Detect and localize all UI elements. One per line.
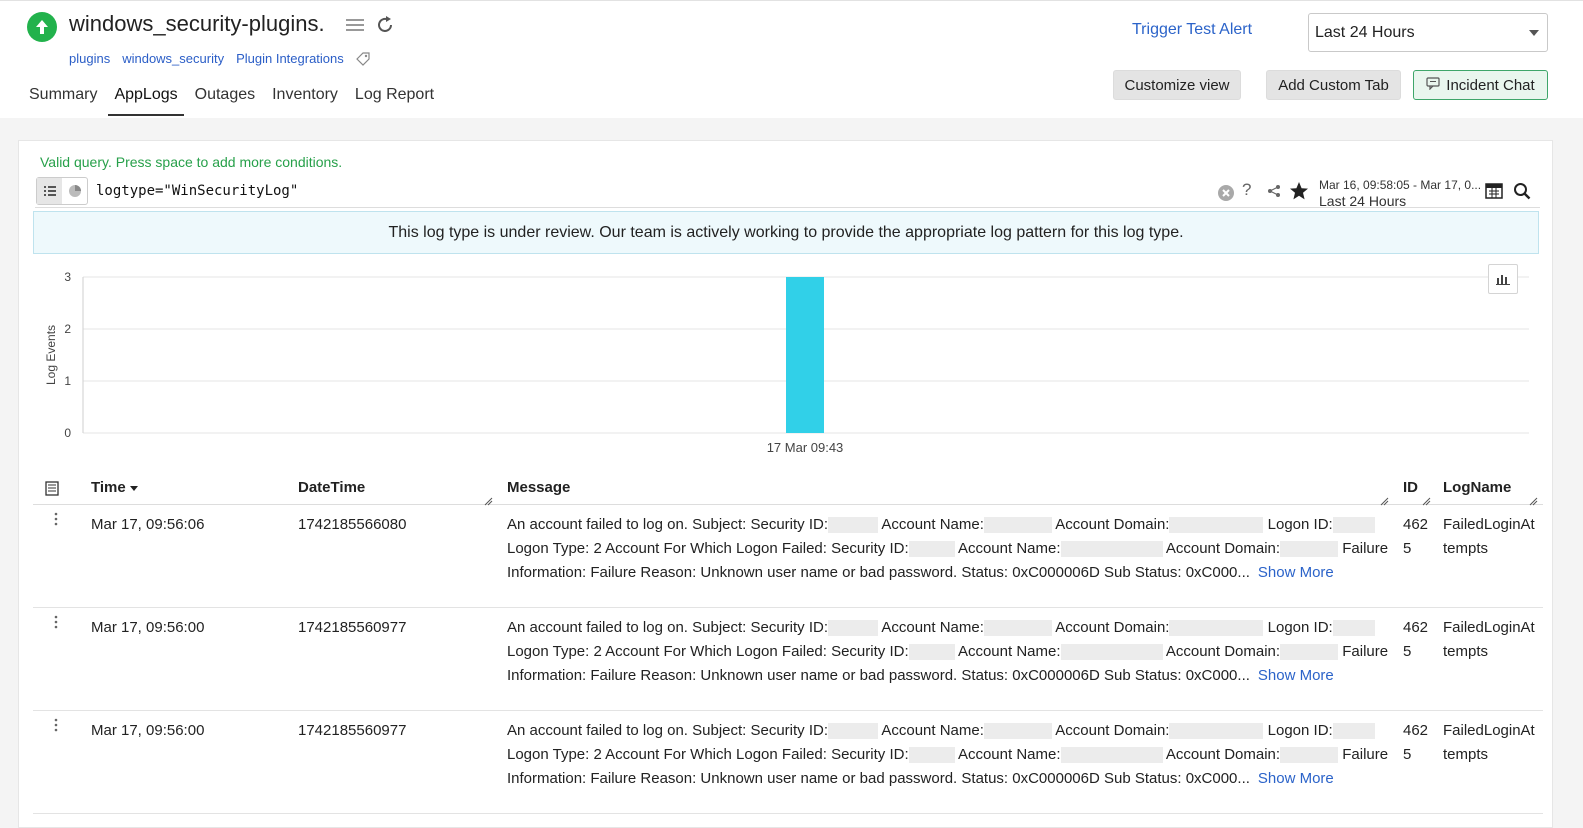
x-tick-label: 17 Mar 09:43 <box>766 440 844 455</box>
y-tick-label: 2 <box>64 322 71 336</box>
column-settings-icon[interactable] <box>45 481 59 500</box>
breadcrumb-plugin-integrations[interactable]: Plugin Integrations <box>236 51 344 66</box>
redacted-value <box>1169 723 1263 739</box>
date-range-value: Mar 16, 09:58:05 - Mar 17, 0... <box>1319 178 1482 192</box>
message-line <box>507 664 1387 688</box>
message-text: Logon ID: <box>1267 619 1333 636</box>
favorite-star-icon[interactable] <box>1289 181 1309 201</box>
cell-id-part: 5 <box>1403 643 1412 660</box>
list-view-icon[interactable] <box>37 178 62 204</box>
message-text: Logon ID: <box>1267 516 1333 533</box>
query-input[interactable]: logtype="WinSecurityLog" <box>96 183 299 199</box>
column-datetime[interactable]: DateTime <box>298 479 366 496</box>
redacted-value <box>984 620 1052 636</box>
chart-bar <box>786 277 824 433</box>
cell-datetime: 1742185566080 <box>298 516 407 533</box>
search-icon[interactable] <box>1513 182 1531 200</box>
message-line <box>507 537 1387 561</box>
cell-id-part: 5 <box>1403 540 1412 557</box>
column-time-label: Time <box>91 479 126 496</box>
message-text: Account Name: <box>881 722 984 739</box>
cell-logname-part: FailedLoginAt <box>1443 619 1535 636</box>
help-icon[interactable]: ? <box>1242 180 1252 199</box>
date-range-label: Last 24 Hours <box>1319 193 1407 209</box>
redacted-value <box>1333 517 1375 533</box>
message-text: Account Name: <box>957 746 1061 763</box>
pie-chart-icon[interactable] <box>62 178 87 204</box>
cell-logname-part: tempts <box>1443 540 1489 557</box>
monitor-title: windows_security-plugins. <box>69 11 325 36</box>
message-line <box>507 561 1387 585</box>
table-row[interactable] <box>33 711 1543 814</box>
clear-query-icon[interactable] <box>1217 184 1235 202</box>
message-text: Account Name: <box>957 643 1061 660</box>
row-kebab-menu-icon[interactable] <box>51 717 61 733</box>
cell-logname <box>1443 616 1535 664</box>
message-text: Account Domain: <box>1165 746 1281 763</box>
time-range-value: Last 24 Hours <box>1315 24 1415 41</box>
y-tick-label: 1 <box>64 374 71 388</box>
redacted-value <box>828 723 878 739</box>
message-line <box>507 616 1387 640</box>
cell-id <box>1403 513 1428 561</box>
calendar-icon[interactable] <box>1485 181 1503 199</box>
log-events-chart-svg <box>33 261 1539 461</box>
cell-logname-part: tempts <box>1443 643 1489 660</box>
message-text: Account Domain: <box>1165 643 1281 660</box>
message-text: An account failed to log on. Subject: Security ID: <box>507 516 829 533</box>
breadcrumb <box>69 51 370 66</box>
show-more-link[interactable]: Show More <box>1257 564 1334 581</box>
redacted-value <box>1333 723 1375 739</box>
message-text: Account Name: <box>881 516 984 533</box>
incident-chat-label: Incident Chat <box>1446 76 1535 94</box>
row-kebab-menu-icon[interactable] <box>51 511 61 527</box>
redacted-value <box>1061 541 1163 557</box>
message-text: Logon Type: 2 Account For Which Logon Failed: Security ID: <box>507 540 909 557</box>
message-text: Logon Type: 2 Account For Which Logon Failed: Security ID: <box>507 643 909 660</box>
cell-time: Mar 17, 09:56:00 <box>91 619 205 636</box>
show-more-link[interactable]: Show More <box>1257 667 1334 684</box>
tag-icon[interactable] <box>356 52 370 66</box>
cell-id-part: 462 <box>1403 619 1429 636</box>
redacted-value <box>984 723 1052 739</box>
review-banner: This log type is under review. Our team is actively working to provide the appropriate log pattern for this log type. <box>33 211 1539 254</box>
add-custom-tab-button[interactable]: Add Custom Tab <box>1266 70 1401 100</box>
chat-icon <box>1426 76 1440 94</box>
message-text: Failure <box>1342 643 1389 660</box>
message-line <box>507 640 1387 664</box>
message-text: Information: Failure Reason: Unknown user name or bad password. Status: 0xC000006D Sub Status: 0xC000... <box>507 770 1250 787</box>
query-hint: Valid query. Press space to add more conditions. <box>40 154 343 170</box>
redacted-value <box>1280 644 1338 660</box>
redacted-value <box>1280 747 1338 763</box>
share-icon[interactable] <box>1267 184 1281 198</box>
message-text: Failure <box>1342 540 1389 557</box>
cell-message <box>507 719 1387 791</box>
cell-id-part: 5 <box>1403 746 1412 763</box>
message-text: Account Domain: <box>1055 619 1170 636</box>
cell-id <box>1403 616 1428 664</box>
y-tick-label: 3 <box>64 270 71 284</box>
redacted-value <box>1169 620 1263 636</box>
column-message[interactable]: Message <box>507 479 571 496</box>
cell-logname-part: tempts <box>1443 746 1489 763</box>
redacted-value <box>1169 517 1263 533</box>
monitor-header <box>0 0 1583 118</box>
chart-type-icon[interactable] <box>1488 264 1518 294</box>
tab-summary[interactable]: Summary <box>29 86 98 103</box>
message-line <box>507 743 1387 767</box>
redacted-value <box>1280 541 1338 557</box>
cell-logname <box>1443 513 1535 561</box>
table-header <box>33 475 1543 505</box>
y-axis-label: Log Events <box>44 324 58 386</box>
redacted-value <box>1333 620 1375 636</box>
message-text: Information: Failure Reason: Unknown user name or bad password. Status: 0xC000006D Sub Status: 0xC000... <box>507 564 1250 581</box>
date-range-display[interactable] <box>1319 177 1481 209</box>
cell-logname-part: FailedLoginAt <box>1443 516 1535 533</box>
redacted-value <box>909 541 955 557</box>
cell-id <box>1403 719 1428 767</box>
log-events-chart <box>33 261 1539 461</box>
message-text: Account Domain: <box>1055 722 1170 739</box>
refresh-icon[interactable] <box>374 14 396 36</box>
logs-table <box>33 475 1543 814</box>
incident-chat-button[interactable] <box>1413 70 1548 100</box>
applogs-panel <box>18 140 1553 828</box>
view-toggle <box>36 177 88 205</box>
trigger-test-alert-link[interactable]: Trigger Test Alert <box>1132 21 1253 38</box>
y-tick-label: 0 <box>64 426 71 440</box>
table-row[interactable] <box>33 505 1543 608</box>
cell-message <box>507 513 1387 585</box>
redacted-value <box>909 747 955 763</box>
breadcrumb-windows-security[interactable]: windows_security <box>122 51 225 66</box>
message-text: An account failed to log on. Subject: Security ID: <box>507 722 829 739</box>
message-text: Information: Failure Reason: Unknown user name or bad password. Status: 0xC000006D Sub Status: 0xC000... <box>507 667 1250 684</box>
redacted-value <box>828 620 878 636</box>
cell-logname-part: FailedLoginAt <box>1443 722 1535 739</box>
tab-inventory[interactable]: Inventory <box>272 86 338 103</box>
table-body <box>33 505 1543 814</box>
show-more-link[interactable]: Show More <box>1257 770 1334 787</box>
column-resize-handle[interactable] <box>1528 493 1538 503</box>
message-text: Account Domain: <box>1055 516 1170 533</box>
breadcrumb-plugins[interactable]: plugins <box>69 51 111 66</box>
hamburger-menu-icon[interactable] <box>346 18 364 32</box>
message-text: Account Domain: <box>1165 540 1281 557</box>
message-line <box>507 767 1387 791</box>
column-logname[interactable]: LogName <box>1443 479 1512 496</box>
cell-id-part: 462 <box>1403 516 1429 533</box>
redacted-value <box>984 517 1052 533</box>
redacted-value <box>828 517 878 533</box>
column-time[interactable] <box>91 479 138 496</box>
cell-time: Mar 17, 09:56:00 <box>91 722 205 739</box>
cell-time: Mar 17, 09:56:06 <box>91 516 205 533</box>
redacted-value <box>909 644 955 660</box>
tab-log-report[interactable]: Log Report <box>354 86 435 103</box>
tab-outages[interactable]: Outages <box>194 86 256 103</box>
row-kebab-menu-icon[interactable] <box>51 614 61 630</box>
message-text: Logon Type: 2 Account For Which Logon Failed: Security ID: <box>507 746 909 763</box>
column-resize-handle[interactable] <box>1421 493 1431 503</box>
redacted-value <box>1061 644 1163 660</box>
column-resize-handle[interactable] <box>1379 493 1389 503</box>
column-id[interactable]: ID <box>1403 479 1418 496</box>
status-up-icon <box>27 12 57 42</box>
tab-bar <box>29 86 451 116</box>
message-text: Failure <box>1342 746 1389 763</box>
message-text: An account failed to log on. Subject: Security ID: <box>507 619 829 636</box>
tab-applogs[interactable]: AppLogs <box>108 86 183 116</box>
time-range-select[interactable] <box>1308 13 1548 52</box>
cell-message <box>507 616 1387 688</box>
cell-datetime: 1742185560977 <box>298 619 407 636</box>
query-bar <box>35 174 1540 208</box>
sort-desc-icon <box>130 486 138 491</box>
customize-view-button[interactable]: Customize view <box>1113 70 1241 100</box>
message-text: Logon ID: <box>1267 722 1333 739</box>
message-line <box>507 513 1387 537</box>
column-resize-handle[interactable] <box>483 493 493 503</box>
chevron-down-icon <box>1529 30 1539 36</box>
redacted-value <box>1061 747 1163 763</box>
table-row[interactable] <box>33 608 1543 711</box>
cell-logname <box>1443 719 1535 767</box>
cell-id-part: 462 <box>1403 722 1429 739</box>
message-text: Account Name: <box>881 619 984 636</box>
message-line <box>507 719 1387 743</box>
message-text: Account Name: <box>957 540 1061 557</box>
cell-datetime: 1742185560977 <box>298 722 407 739</box>
